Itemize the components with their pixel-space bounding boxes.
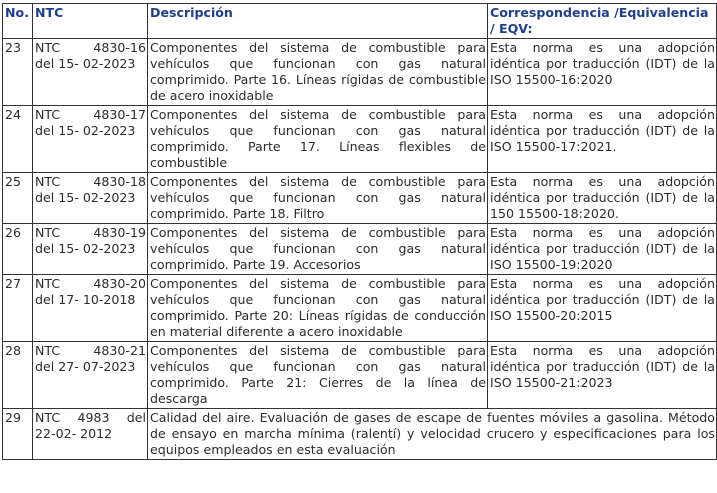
ntc-cell [33,39,148,106]
ntc-date: 22-02- 2012 [35,426,113,441]
header-no: No. [3,4,33,39]
header-correspondencia: Correspondencia /Equivalencia / EQV: [488,4,717,39]
ntc-date: del 17- 10-2018 [35,292,136,307]
row-number: 24 [3,106,33,173]
row-number: 26 [3,224,33,275]
ntc-code: NTC 4830-16 [35,40,146,55]
ntc-cell [33,342,148,409]
ntc-code: NTC 4830-20 [35,276,146,291]
row-number: 25 [3,173,33,224]
correspondence-cell: Esta norma es una adopción idéntica por traducción (IDT) de la ISO 15500-17:2021. [488,106,717,173]
ntc-cell [33,106,148,173]
description-cell: Componentes del sistema de combustible para vehículos que funcionan con gas natural comprimido. Parte 16. Líneas rígidas de combustible de acero inoxidable [148,39,488,106]
ntc-standards-table [2,3,717,460]
table-row [3,224,717,275]
table-row [3,106,717,173]
correspondence-cell: Esta norma es una adopción idéntica por traducción (IDT) de la ISO 15500-19:2020 [488,224,717,275]
description-cell: Componentes del sistema de combustible para vehículos que funcionan con gas natural comprimido. Parte 17. Líneas flexibles de combustible [148,106,488,173]
table-row [3,409,717,460]
ntc-code: NTC 4830-18 [35,174,146,189]
correspondence-cell: Esta norma es una adopción idéntica por traducción (IDT) de la 150 15500-18:2020. [488,173,717,224]
ntc-code: NTC 4983 del [35,410,146,425]
correspondence-cell: Esta norma es una adopción idéntica por traducción (IDT) de la ISO 15500-16:2020 [488,39,717,106]
row-number: 23 [3,39,33,106]
ntc-date: del 15- 02-2023 [35,123,136,138]
ntc-date: del 15- 02-2023 [35,56,136,71]
ntc-cell [33,409,148,460]
header-descripcion: Descripción [148,4,488,39]
row-number: 27 [3,275,33,342]
row-number: 29 [3,409,33,460]
header-ntc: NTC [33,4,148,39]
ntc-date: del 15- 02-2023 [35,190,136,205]
ntc-code: NTC 4830-17 [35,107,146,122]
description-cell: Componentes del sistema de combustible para vehículos que funcionan con gas natural comprimido. Parte 21: Cierres de la línea de descarga [148,342,488,409]
table-row [3,275,717,342]
ntc-code: NTC 4830-21 [35,343,146,358]
table-row [3,173,717,224]
table-row [3,342,717,409]
row-number: 28 [3,342,33,409]
correspondence-cell: Esta norma es una adopción idéntica por traducción (IDT) de la ISO 15500-21:2023 [488,342,717,409]
ntc-cell [33,224,148,275]
description-cell: Componentes del sistema de combustible para vehículos que funcionan con gas natural comprimido. Parte 18. Filtro [148,173,488,224]
description-cell: Componentes del sistema de combustible para vehículos que funcionan con gas natural comprimido. Parte 19. Accesorios [148,224,488,275]
ntc-cell [33,275,148,342]
ntc-date: del 15- 02-2023 [35,241,136,256]
ntc-cell [33,173,148,224]
description-cell: Componentes del sistema de combustible para vehículos que funcionan con gas natural comprimido. Parte 20: Líneas rígidas de conducción en material diferente a acero inoxidable [148,275,488,342]
table-row [3,39,717,106]
description-cell: Calidad del aire. Evaluación de gases de escape de fuentes móviles a gasolina. Método de ensayo en marcha mínima (ralentí) y velocidad crucero y especificaciones para los equipos empleados en esta evaluación [148,409,717,460]
table-header-row [3,4,717,39]
ntc-date: del 27- 07-2023 [35,359,136,374]
correspondence-cell: Esta norma es una adopción idéntica por traducción (IDT) de la ISO 15500-20:2015 [488,275,717,342]
ntc-code: NTC 4830-19 [35,225,146,240]
